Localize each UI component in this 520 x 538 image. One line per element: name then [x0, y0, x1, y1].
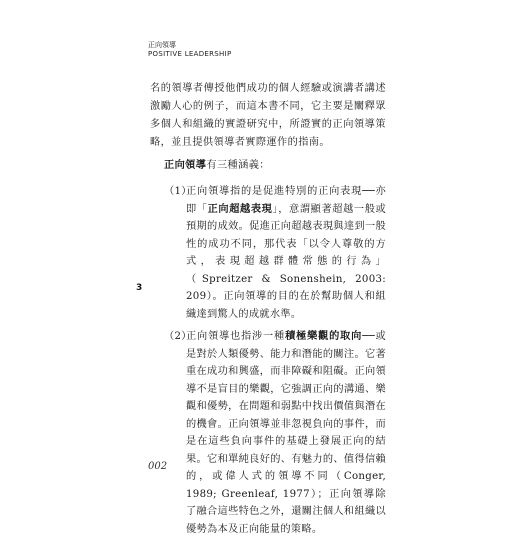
- header-title-en: POSITIVE LEADERSHIP: [148, 50, 232, 58]
- meaning-list: [164, 183, 386, 538]
- list-item-text-after: 」，意謂顯著超越一般或預期的成效。促進正向超越表現與達到一般性的成功不同，那代表「以令人尊敬的方式，表現超越群體常態的行為」（Spreitzer & Sonenshein, 2003: 209）。正向領導的目的在於幫助個人和組織達到驚人的成就水準。: [186, 203, 386, 320]
- list-item-text-before: 正向領導也指涉一種: [186, 331, 286, 342]
- list-item: [164, 328, 386, 538]
- lead-rest: 有三種涵義：: [206, 160, 270, 171]
- side-page-marker: 3: [136, 283, 143, 293]
- running-header: [148, 41, 232, 59]
- list-item: [164, 183, 386, 323]
- list-item-text-after: ──或是對於人類優勢、能力和潛能的關注。它著重在成功和興盛，而非障礙和阻礙。正向領導不是盲目的樂觀，它強調正向的溝通、樂觀和優勢，在問題和弱點中找出價值與潛在的機會。正向領導並非忽視負向的事件，而是在這些負向事件的基礎上發展正向的結果。它和單純良好的、有魅力的、值得信賴的，或偉人式的領導不同（Conger, 1989; Greenleaf, 1977）；正向領導除了融合這些特色之外，還關注個人和組織以優勢為本及正向能量的策略。: [186, 331, 386, 535]
- page-number: 002: [148, 461, 168, 472]
- list-item-number: （1）: [164, 186, 192, 197]
- list-item-term: 積極樂觀的取向: [285, 331, 363, 342]
- intro-paragraph-text: 名的領導者傳授他們成功的個人經驗或演講者講述激勵人心的例子，而這本書不同，它主要是闡釋眾多個人和組織的實證研究中，所證實的正向領導策略，並且提供領導者實際運作的指南。: [150, 83, 386, 148]
- list-item-number: （2）: [164, 331, 192, 342]
- list-item-text-before: 正向領導指的是促進特別的正向表現──亦即「: [186, 186, 386, 215]
- header-title-zh: 正向領導: [148, 41, 176, 49]
- list-item-term: 正向超越表現: [207, 203, 273, 215]
- intro-paragraph: [150, 80, 386, 152]
- definition-lead: [164, 157, 270, 175]
- lead-term: 正向領導: [164, 160, 207, 171]
